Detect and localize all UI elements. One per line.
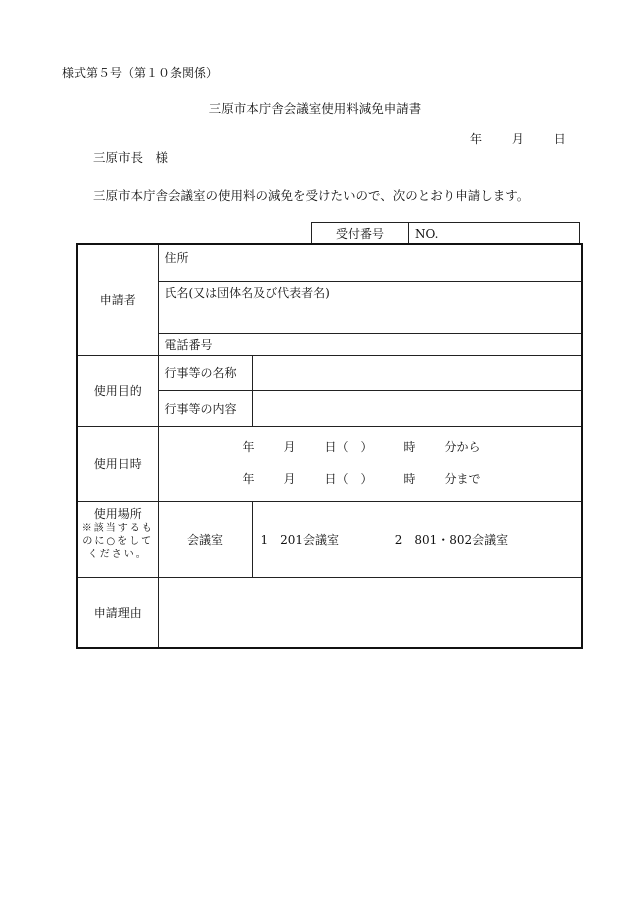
addressee: 三原市長 様	[93, 150, 169, 165]
date-day-label: 日	[553, 132, 566, 146]
document-title: 三原市本庁舎会議室使用料減免申請書	[208, 101, 422, 116]
purpose-section-label: 使用目的	[77, 355, 158, 426]
reason-field[interactable]	[158, 577, 582, 648]
location-section-cell	[77, 501, 158, 577]
event-content-field[interactable]	[252, 390, 582, 426]
start-hour-label: 時	[403, 439, 416, 454]
event-content-label: 行事等の内容	[158, 390, 252, 426]
application-date	[470, 130, 566, 147]
end-hour-label: 時	[403, 471, 416, 486]
room-type-label: 会議室	[158, 501, 252, 577]
datetime-section-label: 使用日時	[77, 426, 158, 501]
end-day-label: 日（ ）	[324, 471, 373, 486]
address-field[interactable]	[158, 244, 582, 281]
event-name-field[interactable]	[252, 355, 582, 390]
start-year-label: 年	[242, 439, 255, 454]
date-month-label: 月	[511, 132, 524, 146]
address-label: 住所	[164, 251, 189, 265]
reception-number-field[interactable]: NO.	[409, 223, 580, 245]
start-minute-label: 分から	[444, 439, 481, 454]
event-name-label: 行事等の名称	[158, 355, 252, 390]
room-option-201[interactable]: 1 201会議室	[260, 532, 340, 547]
reception-number-label: 受付番号	[312, 223, 409, 245]
intro-statement: 三原市本庁舎会議室の使用料の減免を受けたいので、次のとおり申請します。	[93, 188, 530, 203]
start-month-label: 月	[283, 439, 296, 454]
end-minute-label: 分まで	[444, 471, 481, 486]
applicant-section-label: 申請者	[77, 244, 158, 355]
reception-number-table	[311, 222, 580, 245]
location-note: ※該当するものに○をしてください。	[81, 522, 154, 560]
reason-section-label: 申請理由	[77, 577, 158, 648]
end-datetime	[159, 461, 582, 501]
application-form-table	[76, 243, 583, 649]
end-year-label: 年	[242, 471, 255, 486]
start-datetime	[159, 427, 582, 461]
date-year-label: 年	[470, 132, 483, 146]
name-field[interactable]	[158, 281, 582, 333]
name-label: 氏名(又は団体名及び代表者名)	[164, 285, 330, 300]
phone-label: 電話番号	[164, 337, 213, 352]
location-section-label: 使用場所	[93, 506, 142, 521]
datetime-field[interactable]	[158, 426, 582, 501]
phone-field[interactable]	[158, 333, 582, 355]
room-options	[252, 501, 582, 577]
room-option-801-802[interactable]: 2 801・802会議室	[394, 532, 509, 547]
end-month-label: 月	[283, 471, 296, 486]
start-day-label: 日（ ）	[324, 439, 373, 454]
form-number: 様式第５号（第１０条関係）	[62, 66, 219, 80]
